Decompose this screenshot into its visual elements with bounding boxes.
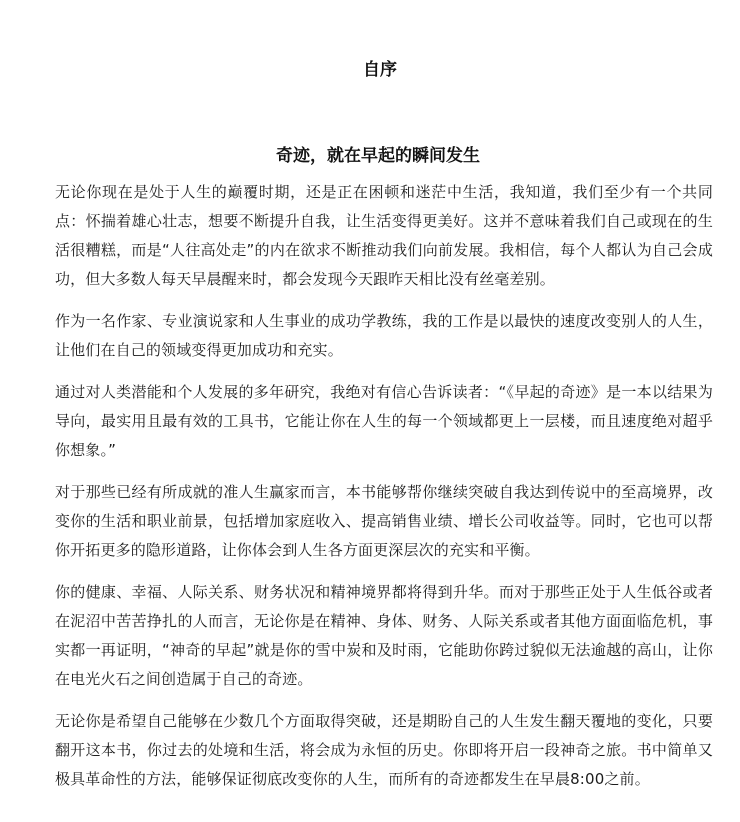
body-text	[55, 178, 713, 807]
paragraph: 作为一名作家、专业演说家和人生事业的成功学教练，我的工作是以最快的速度改变别人的人生，让他们在自己的领域变得更加成功和充实。	[55, 312, 713, 359]
paragraph: 通过对人类潜能和个人发展的多年研究，我绝对有信心告诉读者：“《早起的奇迹》是一本以结果为导向，最实用且最有效的工具书，它能让你在人生的每一个领域都更上一层楼，而且速度绝对超乎你想象。”	[55, 383, 713, 459]
chapter-title: 自序	[363, 60, 397, 80]
paragraph: 你的健康、幸福、人际关系、财务状况和精神境界都将得到升华。而对于那些正处于人生低谷或者在泥沼中苦苦挣扎的人而言，无论你是在精神、身体、财务、人际关系或者其他方面面临危机，事实都一再证明，“神奇的早起”就是你的雪中炭和及时雨，它能助你跨过貌似无法逾越的高山，让你在电光火石之间创造属于自己的奇迹。	[55, 583, 713, 688]
section-title: 奇迹，就在早起的瞬间发生	[276, 146, 480, 166]
paragraph: 对于那些已经有所成就的准人生赢家而言，本书能够帮你继续突破自我达到传说中的至高境界，改变你的生活和职业前景，包括增加家庭收入、提高销售业绩、增长公司收益等。同时，它也可以帮你开拓更多的隐形道路，让你体会到人生各方面更深层次的充实和平衡。	[55, 483, 713, 559]
paragraph: 无论你现在是处于人生的巅覆时期，还是正在困顿和迷茫中生活，我知道，我们至少有一个共同点：怀揣着雄心壮志，想要不断提升自我，让生活变得更美好。这并不意味着我们自己或现在的生活很糟糕，而是“人往高处走”的内在欲求不断推动我们向前发展。我相信，每个人都认为自己会成功，但大多数人每天早晨醒来时，都会发现今天跟昨天相比没有丝毫差别。	[55, 183, 713, 288]
paragraph: 无论你是希望自己能够在少数几个方面取得突破，还是期盼自己的人生发生翻天覆地的变化，只要翻开这本书，你过去的处境和生活，将会成为永恒的历史。你即将开启一段神奇之旅。书中简单又极具革命性的方法，能够保证彻底改变你的人生，而所有的奇迹都发生在早晨8:00之前。	[55, 712, 713, 788]
